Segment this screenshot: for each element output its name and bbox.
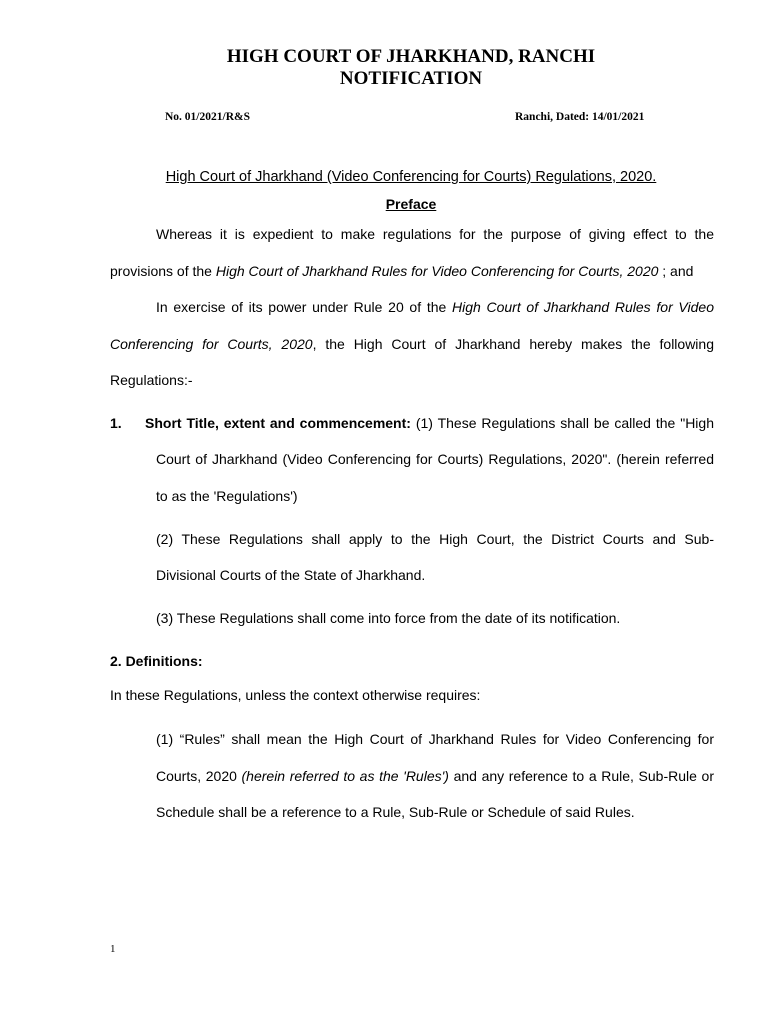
definition-1-line-1: (1) “Rules” shall mean the High Court of Jharkhand Rules for Video Conferencing for	[156, 731, 714, 747]
preface-para-1-line-1: Whereas it is expedient to make regulations for the purpose of giving effect to the	[156, 226, 714, 242]
section-1-clause-3: (3) These Regulations shall come into force from the date of its notification.	[156, 610, 621, 626]
regulations-title: High Court of Jharkhand (Video Conferencing for Courts) Regulations, 2020.	[165, 169, 657, 185]
section-1-clause-2-line-1: (2) These Regulations shall apply to the High Court, the District Courts and Sub-	[156, 531, 714, 547]
section-1-line-3: to as the 'Regulations')	[156, 488, 298, 504]
notification-heading: NOTIFICATION	[339, 68, 483, 89]
definition-1-line-2: Courts, 2020 (herein referred to as the 'Rules') and any reference to a Rule, Sub-Rule or	[156, 768, 714, 784]
preface-heading: Preface	[385, 196, 437, 212]
notification-number: No. 01/2021/R&S	[165, 111, 250, 123]
section-1-number: 1.	[110, 415, 122, 431]
section-1-line-1: Short Title, extent and commencement: (1) These Regulations shall be called the "High	[145, 415, 714, 431]
court-name-heading: HIGH COURT OF JHARKHAND, RANCHI	[226, 46, 596, 67]
definition-1-line-3: Schedule shall be a reference to a Rule, Sub-Rule or Schedule of said Rules.	[156, 804, 635, 820]
section-2-heading: 2. Definitions:	[110, 653, 203, 669]
section-1-line-2: Court of Jharkhand (Video Conferencing for Courts) Regulations, 2020". (herein referred	[156, 451, 714, 467]
preface-para-2-line-3: Regulations:-	[110, 372, 193, 388]
preface-para-2-line-1: In exercise of its power under Rule 20 of the High Court of Jharkhand Rules for Video	[156, 299, 714, 315]
preface-para-2-line-2: Conferencing for Courts, 2020, the High Court of Jharkhand hereby makes the following	[110, 336, 714, 352]
page-number: 1	[110, 943, 116, 955]
section-2-intro: In these Regulations, unless the context otherwise requires:	[110, 687, 481, 703]
place-and-date: Ranchi, Dated: 14/01/2021	[515, 111, 645, 123]
section-1-clause-2-line-2: Divisional Courts of the State of Jharkhand.	[156, 567, 426, 583]
preface-para-1-line-2: provisions of the High Court of Jharkhand Rules for Video Conferencing for Courts, 2020 ; and	[110, 263, 694, 279]
